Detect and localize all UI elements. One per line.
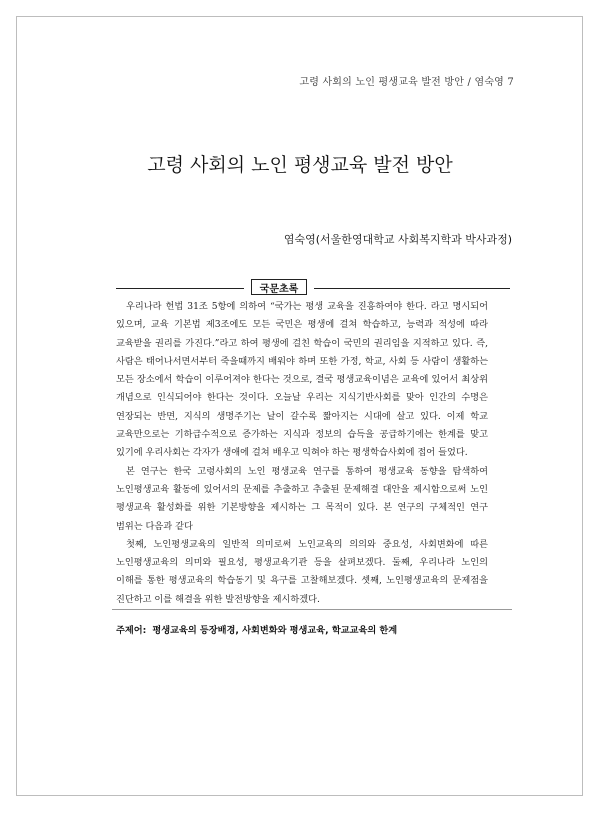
abstract-rule-left: [116, 288, 244, 289]
keywords-divider: [112, 609, 512, 610]
abstract-rule-right: [314, 288, 510, 289]
keywords-text: 평생교육의 등장배경, 사회변화와 평생교육, 학교교육의 한계: [152, 625, 398, 636]
keywords: [116, 622, 397, 636]
abstract-body: [116, 298, 488, 609]
abstract-label: 국문초록: [259, 283, 299, 295]
abstract-paragraph-3: 첫째, 노인평생교육의 일반적 의미로써 노인교육의 의의와 중요성, 사회변화에 따른 노인평생교육의 의미와 필요성, 평생교육기관 등을 살펴보겠다. 둘째, 우리나라 노인의 이해를 통한 평생교육의 학습동기 및 욕구를 고찰해보겠다. 셋째, 노인평생교육의 문제점을 진단하고 이를 해결을 위한 발전방향을 제시하겠다.: [116, 538, 488, 605]
keywords-label: 주제어:: [116, 625, 147, 636]
abstract-label-box: [251, 279, 307, 295]
author-affiliation: 염숙영(서울한영대학교 사회복지학과 박사과정): [283, 233, 512, 246]
abstract-paragraph-1: 우리나라 헌법 31조 5항에 의하여 “국가는 평생 교육을 진흥하여야 한다. 라고 명시되어 있으며, 교육 기본법 제3조에도 모든 국민은 평생에 걸쳐 학습하고, 능력과 적성에 따라 교육받을 권리를 가진다.”라고 하여 평생에 걸친 학습이 국민의 권리임을 지적하고 있다. 즉, 사람은 태어나서면서부터 죽을때까지 배워야 하며 또한 가정, 학교, 사회 등 사람이 생활하는 모든 장소에서 학습이 이루어져야 한다는 것으로, 결국 평생교육이념은 교육에 있어서 최상위 개념으로 인식되어야 한다는 것이다. 오늘날 우리는 지식기반사회를 맞아 인간의 수명은 연장되는 반면, 지식의 생명주기는 날이 갈수록 짧아지는 시대에 살고 있다. 이제 학교 교육만으로는 기하급수적으로 증가하는 지식과 정보의 습득을 공급하기에는 한계를 맞고 있기에 우리사회는 각자가 생애에 걸쳐 배우고 익혀야 하는 평생학습사회에 접어 들었다.: [116, 301, 488, 459]
running-head: 고령 사회의 노인 평생교육 발전 방안 / 염숙영 7: [299, 77, 514, 88]
abstract-paragraph-2: 본 연구는 한국 고령사회의 노인 평생교육 연구를 통하여 평생교육 동향을 탐색하여 노인평생교육 활동에 있어서의 문제를 추출하고 추출된 문제해결 대안을 제시함으로써 노인 평생교육 활성화를 위한 기본방향을 제시하는 그 목적이 있다. 본 연구의 구체적인 연구 범위는 다음과 같다: [116, 465, 488, 532]
paper-title: 고령 사회의 노인 평생교육 발전 방안: [147, 154, 453, 176]
